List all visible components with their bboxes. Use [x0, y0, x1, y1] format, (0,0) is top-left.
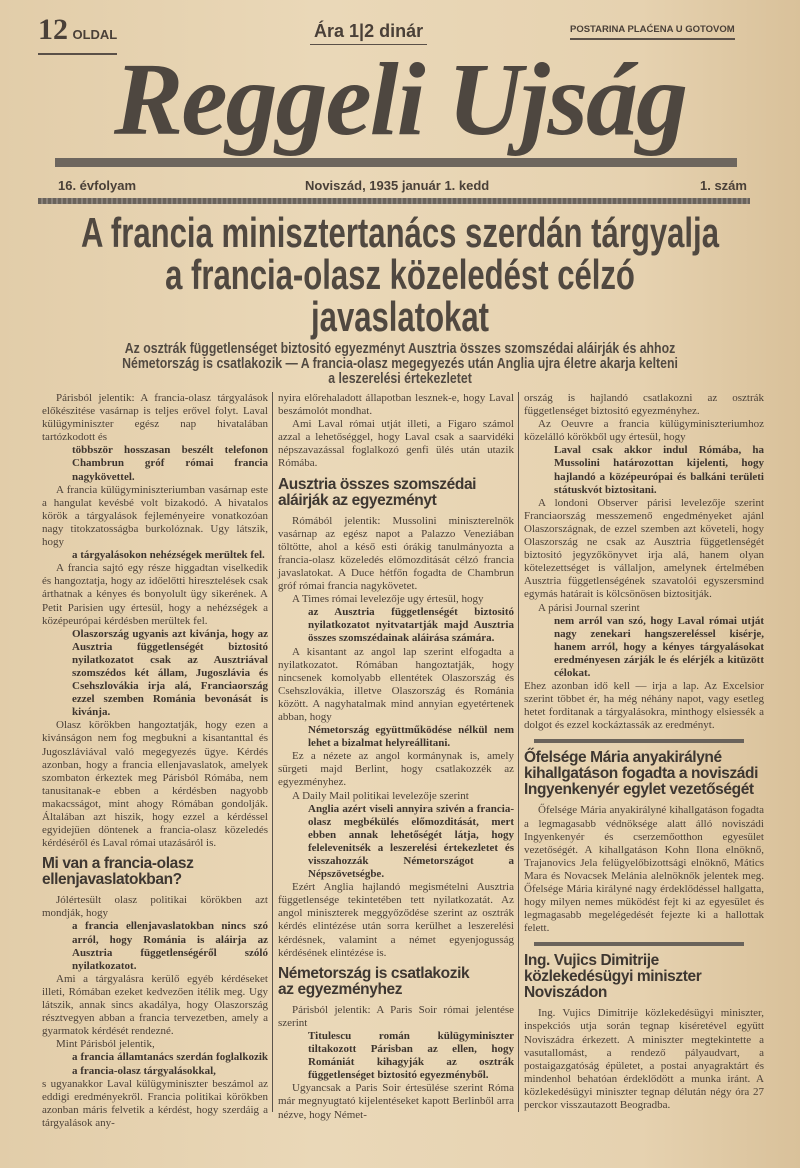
paragraph: Olasz körökben hangoztatják, hogy ezen a kivánságon nem fog megbukni a kisantanttal és Jugoszláviával való megegyezés ügye. Kérdés azonban, hogy a francia ellenjavaslatok, amelyek szombaton érkeztek meg Párisból Rómába, nem tanusitanak-e ebben a kérdésben nagyobb makacsságot, mint ahogy Rómában gondolják. Általában azt hiszik, hogy ezzel a kérdéssel egyidejüen döntenek a francia-olasz közeledés kérdéséről és Laval római utazásáról is. — [42, 719, 268, 850]
paragraph: Rómából jelentik: Mussolini miniszterelnök vasárnap az egész napot a Palazzo Veneziában töltötte, ahol a késő esti órákig tanulmányozta a francia-olasz közeledés előmozditását célzó francia javaslatokat. A Duce hétfőn fogadta de Chambrun gróf római francia nagykövetet. — [278, 514, 514, 593]
highlighted-paragraph: a francia államtanács szerdán foglalkozik a francia-olasz tárgyalásokkal, — [72, 1051, 268, 1077]
paragraph: Jólértesült olasz politikai körökben azt mondják, hogy — [42, 894, 268, 920]
dateline: Noviszád, 1935 január 1. kedd — [305, 178, 490, 193]
highlighted-paragraph: az Ausztria függetlenségét biztositó nyilatkozatot nyitvatartják majd Ausztria összes szomszédainak aláirása számára. — [308, 606, 514, 645]
highlighted-paragraph: többször hosszasan beszélt telefonon Chambrun gróf római francia nagykövettel. — [72, 444, 268, 483]
issue-number: 1. szám — [700, 178, 747, 193]
subhead-text: Németország is csatlakozik — A francia-olasz megegyezés után Anglia ujra életre akarja kelteni — [122, 355, 678, 372]
subhead-line-1 — [0, 341, 800, 356]
article-heading: Németország is csatlakozik az egyezményhez — [278, 964, 470, 998]
highlighted-paragraph: a tárgyalásokon nehézségek merültek fel. — [72, 549, 265, 562]
subhead-line-2 — [0, 356, 800, 371]
newspaper-title-text: Reggeli Ujság — [114, 42, 686, 157]
page-count-label: OLDAL — [72, 27, 118, 42]
headline-text: javaslatokat — [311, 293, 489, 340]
paragraph: A párisi Journal szerint — [538, 601, 640, 614]
subhead-line-3 — [0, 371, 800, 386]
article-heading: Ing. Vujics Dimitrije közlekedésügyi miniszter Noviszádon — [524, 952, 702, 1002]
page-count-number: 12 — [38, 13, 68, 46]
paragraph: A Times római levelezője ugy értesül, hogy — [292, 593, 484, 606]
paragraph: ország is hajlandó csatlakozni az osztrák függetlenséget biztositó egyezményhez. — [524, 392, 764, 418]
column-divider — [518, 392, 519, 1112]
article-heading: Mi van a francia-olasz ellenjavaslatokban? — [42, 855, 194, 889]
paragraph: Párisból jelentik: A francia-olasz tárgyalások előkészitése vasárnap is teljes erővel folyt. Laval külügyminiszter egész nap hivatalában tartózkodott és — [42, 392, 268, 444]
masthead-rule — [38, 198, 750, 204]
newspaper-title — [0, 44, 800, 156]
paragraph: Ezért Anglia hajlandó megismételni Ausztria függetlensége tekintetében tett nyilatkozatát. Az angol miniszterek meggyőződése szerint az osztrák kérdés elintézése után sorra kerülhet a leszerelési kérdésnek, valamint a német egyenjogusság kérdésének elintézése is. — [278, 881, 514, 959]
highlighted-paragraph: Németország együttműködése nélkül nem lehet a bizalmat helyreállitani. — [308, 724, 514, 750]
paragraph: A kisantant az angol lap szerint elfogadta a nyilatkozatot. Rómában hangoztatják, hogy nincsenek komolyabb ellentétek Olaszország és Csehszlovákia, illetve Olaszország és Románia között. A nagyhatalmak mind annyian egyetértenek abban, hogy — [278, 645, 514, 723]
paragraph: Őfelsége Mária anyakirályné kihallgatáson fogadta a legmagasabb védnöksége alatt álló noviszádi Ingyenkenyér és cserzemőotthon egyesület vezetőségét. A kihallgatáson Kohn Ilona elnöknő, Trajanovics Jela felügyelőbizottsági elnöknő, Mátics Mara és Novacsek Melánia alelnöknők jelentek meg. Őfelsége Mária királyné nagy érdeklődéssel hallgatta, hogy milyen nemes müködést fejt ki az egyesület és legmagasabb megelégedését fejezte ki a hallottak felett. — [524, 804, 764, 935]
headline-line-2 — [0, 251, 800, 298]
headline-text: A francia minisztertanács szerdán tárgyalja — [81, 209, 719, 256]
paragraph: nyira előrehaladott állapotban lesznek-e, hogy Laval beszámolót mondhat. — [278, 392, 514, 418]
paragraph: Az Oeuvre a francia külügyminiszteriumhoz közelálló körökből ugy értesül, hogy — [524, 418, 764, 444]
headline-line-3 — [0, 293, 800, 340]
paragraph: A francia sajtó egy része higgadtan viselkedik és hangoztatja, hogy az időelőtti hiresztelések csak árthatnak a kényes és bonyolult ügy sikerének. A Petit Parisien ugy értesül, hogy a nehézségek a középeurópai kérdésben merültek fel. — [42, 562, 268, 627]
paragraph: Ami a tárgyalásra kerülő egyéb kérdéseket illeti, Rómában ezeket kedvezően itélik meg. Ugy látszik, annak sincs akadálya, hogy Olaszország résztvegyen abban a francia tervezetben, amely a gyarmatok kérdését rendezné. — [42, 972, 268, 1038]
paragraph: A Daily Mail politikai levelezője szerint — [292, 789, 469, 802]
section-rule — [534, 942, 744, 946]
column-1 — [42, 392, 268, 1130]
postage-notice: POSTARINA PLAĆENA U GOTOVOM — [570, 24, 735, 40]
paragraph: A francia külügyminiszteriumban vasárnap este a hangulat kevésbé volt bizakodó. A hivatalos körök a tárgyalások fejleményeire vonatkozóan nagy titokzatosságba burkolóznak. Ugy látszik, hogy — [42, 483, 268, 549]
headline-line-1 — [0, 209, 800, 256]
article-heading: Ausztria összes szomszédai aláirják az egyezményt — [278, 475, 477, 509]
paragraph: A londoni Observer párisi levelezője szerint Franciaország messzemenő engedményeket ajánl Olaszországnak, de ezzel szemben azt követeli, hogy Olaszország ne csak az Ausztria függetlenségét biztositó jegyzőkönyvet irja alá, hanem olyan kötelezettséget is vállaljon, amelynek értelmében Ausztria függetlenségének szavatolói egyszersmind egymás határait is kölcsönösen biztositják. — [524, 496, 764, 601]
masthead-bar — [55, 158, 737, 167]
article-heading: Őfelsége Mária anyakirályné kihallgatáson fogadta a noviszádi Ingyenkenyér egylet vezetőségét — [524, 749, 758, 799]
highlighted-paragraph: nem arról van szó, hogy Laval római utját nagy zenekari hangszereléssel kisérje, hanem arról, hogy a kényes tárgyalásokat eredményesen zárják le és elérjék a kitüzött célokat. — [554, 614, 764, 679]
subhead-text: Az osztrák függetlenséget biztositó egyezményt Ausztria összes szomszédai aláirják és ahhoz — [124, 340, 676, 357]
column-3 — [524, 392, 764, 1112]
paragraph: Ami Laval római utját illeti, a Figaro számol azzal a lehetőséggel, hogy Laval csak a saarvidéki népszavazással foglalkozó genfi ülés után utazik Rómába. — [278, 418, 514, 470]
highlighted-paragraph: Olaszország ugyanis azt kivánja, hogy az Ausztria függetlenségét biztositó nyilatkozatot csak az Ausztriával szomszédos két állam, Jugoszlávia és Csehszlovákia irja alá, Franciaország ezzel szemben Románia bevonását is kivánja. — [72, 627, 268, 719]
paragraph: Párisból jelentik: A Paris Soir római jelentése szerint — [278, 1003, 514, 1029]
paragraph: Ugyancsak a Paris Soir értesülése szerint Róma már megnyugtató kijelentéseket kapott Berlinből arra nézve, hogy Német- — [278, 1082, 514, 1121]
headline-text: a francia-olasz közeledést célzó — [165, 251, 635, 298]
paragraph: s ugyanakkor Laval külügyminiszter beszámol az eddigi eredményekről. Francia politikai körökben azonban máris felvetik a kérdést, hogy szerdáig a tárgyalások any- — [42, 1077, 268, 1129]
highlighted-paragraph: Anglia azért viseli annyira szivén a francia-olasz megbékülés előmozditását, mert ebben annak lehetőségét látja, hogy felelevenitsék a leszerelési értekezletet és visszahozzák Németországot a Népszövetségbe. — [308, 802, 514, 881]
volume: 16. évfolyam — [58, 178, 137, 193]
paragraph: Ing. Vujics Dimitrije közlekedésügyi miniszter, inspekciós utja során tegnap kiséretével együtt Noviszádra érkezett. A miniszter megtekintette a vasutallomást, a rendező pályaudvart, a postaigazgatóság épületet, a postai anyagraktárt és mindenhol behatóan érdeklődött a munka iránt. A közlekedésügyi miniszter tegnap délután négy óra 27 perckor visszautazott Beogradba. — [524, 1007, 764, 1112]
column-2 — [278, 392, 514, 1122]
highlighted-paragraph: a francia ellenjavaslatokban nincs szó arról, hogy Románia is aláirja az Ausztria függetlenségéről szóló nyilatkozatot. — [72, 920, 268, 972]
paragraph: Ehez azonban idő kell — irja a lap. Az Excelsior szerint többet ér, ha még néhány napot, vagy esetleg hetet forditanak a tárgyalásokra, minthogy elsiessék a dolgot és ezzel kockáztassák az eredményt. — [524, 680, 764, 732]
column-divider — [272, 392, 273, 1112]
highlighted-paragraph: Laval csak akkor indul Rómába, ha Mussolini határozottan kijelenti, hogy hajlandó a középeurópai és balkáni területi státuskvót biztositani. — [554, 444, 764, 496]
subhead-text: a leszerelési értekezletet — [328, 370, 472, 387]
price: Ára 1|2 dinár — [310, 20, 427, 45]
highlighted-paragraph: Titulescu román külügyminiszter tiltakozott Párisban az ellen, hogy Romániát kihagyják az osztrák függetlenséget biztositó egyezményből. — [308, 1029, 514, 1082]
section-rule — [534, 739, 744, 743]
paragraph: Mint Párisból jelentik, — [56, 1038, 155, 1051]
paragraph: Ez a nézete az angol kormánynak is, amely sürgeti majd Berlint, hogy csatlakozzék az egyezményhez. — [278, 750, 514, 789]
